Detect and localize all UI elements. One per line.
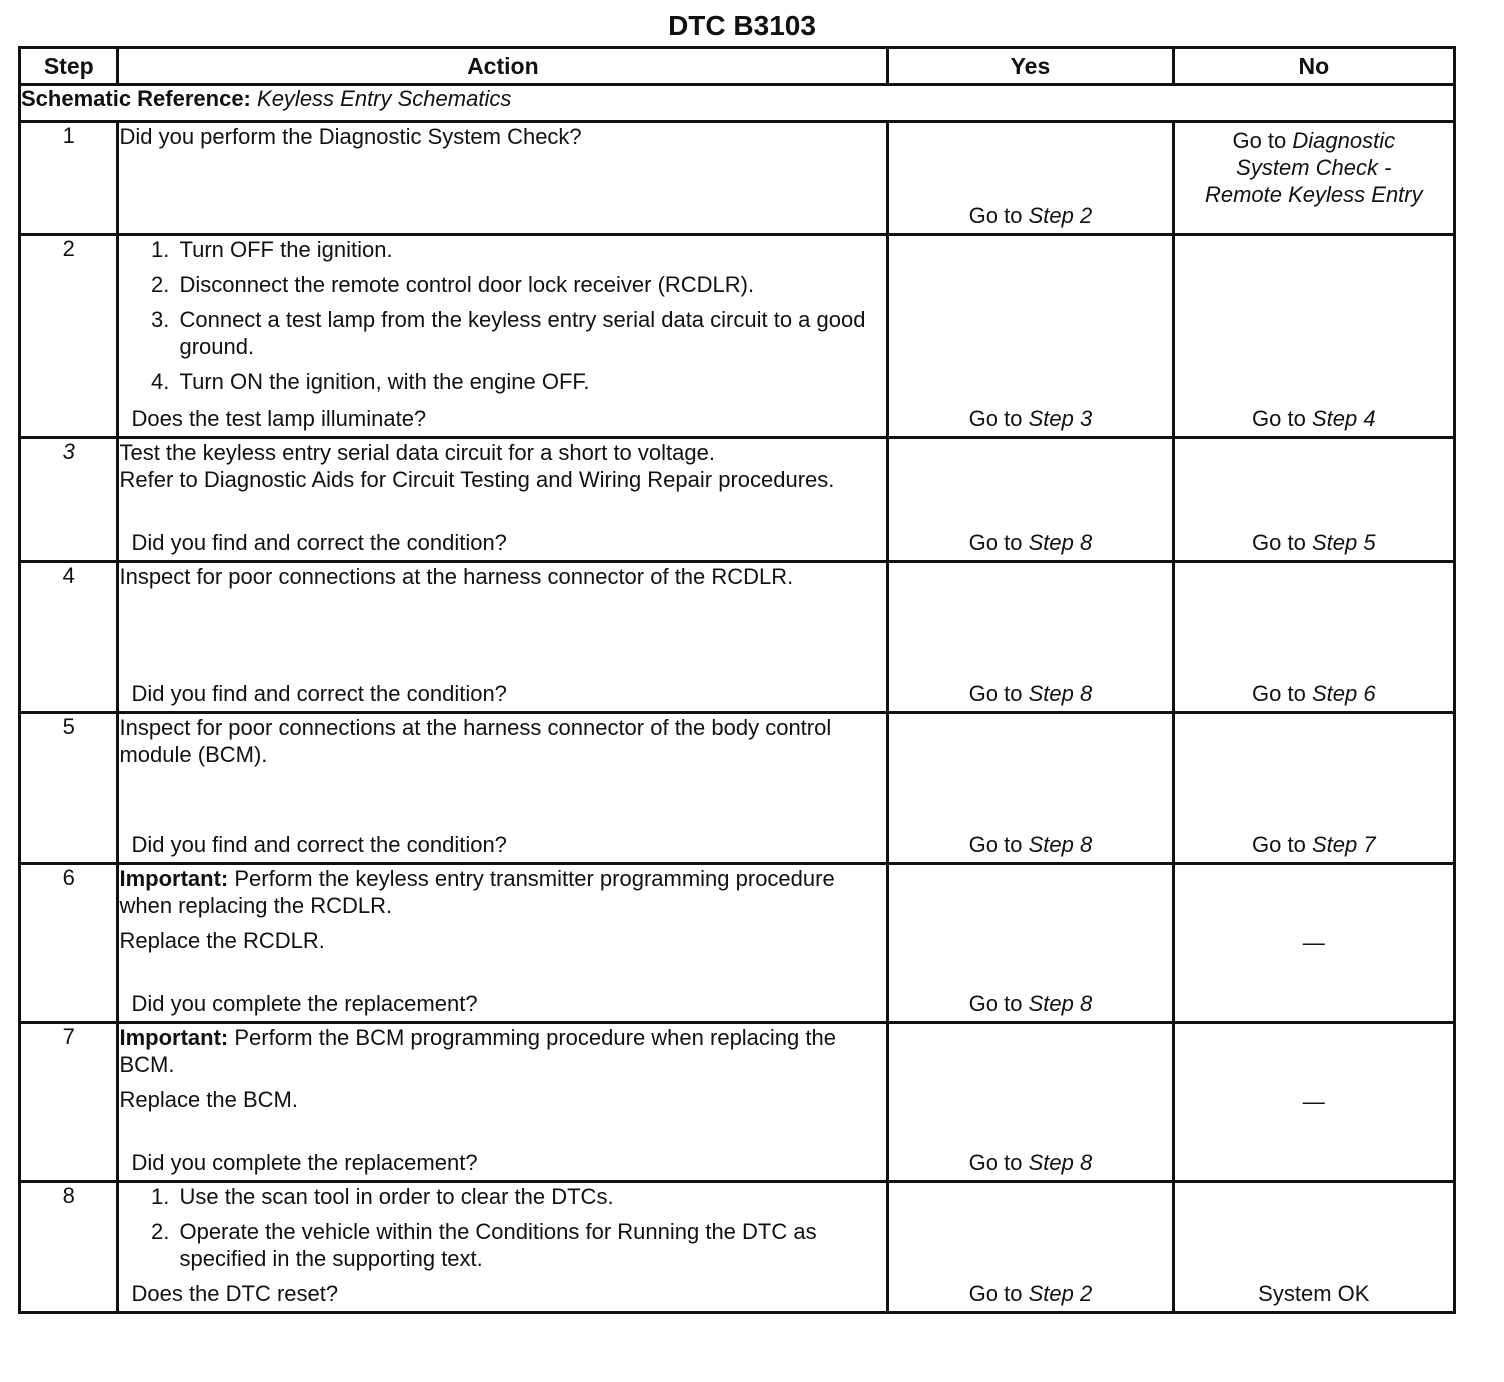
table-row-step-4	[20, 562, 1455, 713]
goto-label: Go to	[1252, 681, 1306, 706]
action-question: Does the DTC reset?	[131, 1281, 339, 1306]
list-item: 3. Connect a test lamp from the keyless entry serial data circuit to a good ground.	[175, 306, 886, 360]
no-cell	[1173, 235, 1454, 438]
step-link[interactable]: Step 8	[1028, 991, 1093, 1016]
table-row-step-6	[20, 864, 1455, 1023]
step-link[interactable]: Step 2	[1028, 1281, 1093, 1306]
header-action: Action	[118, 48, 888, 85]
action-cell	[118, 235, 888, 438]
no-goto[interactable]	[1175, 530, 1453, 556]
important-label: Important:	[119, 866, 229, 891]
step-link[interactable]: Step 8	[1028, 832, 1093, 857]
action-cell	[118, 864, 888, 1023]
schematic-reference	[20, 85, 1455, 122]
step-number: 8	[20, 1182, 118, 1313]
action-cell	[118, 438, 888, 562]
action-cell	[118, 562, 888, 713]
step-link[interactable]: Step 8	[1028, 1150, 1093, 1175]
diagnostic-link[interactable]: Diagnostic	[1292, 128, 1396, 153]
header-row	[20, 48, 1455, 85]
action-question: Did you find and correct the condition?	[131, 832, 507, 857]
yes-goto[interactable]	[889, 991, 1171, 1017]
action-text: Replace the RCDLR.	[119, 928, 325, 953]
no-goto[interactable]	[1175, 406, 1453, 432]
action-cell	[118, 122, 888, 235]
list-item: 2. Disconnect the remote control door lock receiver (RCDLR).	[175, 271, 886, 298]
step-link[interactable]: Step 6	[1311, 681, 1376, 706]
step-number: 3	[20, 438, 118, 562]
list-item: 1. Use the scan tool in order to clear the DTCs.	[175, 1183, 886, 1210]
table-row-step-2	[20, 235, 1455, 438]
no-cell	[1173, 864, 1454, 1023]
step-link[interactable]: Step 8	[1028, 681, 1093, 706]
table-row-step-5	[20, 713, 1455, 864]
goto-label: Go to	[968, 681, 1023, 706]
step-number: 7	[20, 1023, 118, 1182]
list-item: 1. Turn OFF the ignition.	[175, 236, 886, 263]
goto-label: Go to	[968, 991, 1023, 1016]
yes-cell	[888, 235, 1173, 438]
no-cell	[1173, 438, 1454, 562]
table-row-step-7	[20, 1023, 1455, 1182]
goto-label: Go to	[968, 1281, 1023, 1306]
yes-cell	[888, 562, 1173, 713]
no-cell	[1173, 713, 1454, 864]
yes-cell	[888, 713, 1173, 864]
yes-cell	[888, 438, 1173, 562]
yes-goto[interactable]	[889, 832, 1171, 858]
action-text-reference: Refer to Diagnostic Aids for Circuit Testing and Wiring Repair procedures.	[119, 467, 835, 492]
important-text: Perform the BCM programming procedure when replacing the BCM.	[119, 1025, 836, 1077]
action-steps-list	[119, 1183, 886, 1272]
action-text: Test the keyless entry serial data circuit for a short to voltage.	[119, 440, 715, 465]
action-text: Inspect for poor connections at the harness connector of the body control module (BCM).	[119, 715, 832, 767]
table-row-step-3	[20, 438, 1455, 562]
action-question: Did you complete the replacement?	[131, 991, 478, 1016]
important-note	[119, 865, 886, 919]
goto-label: Go to	[968, 406, 1023, 431]
dtc-table	[18, 46, 1456, 1314]
no-dash: —	[1302, 1089, 1325, 1114]
yes-goto[interactable]	[889, 203, 1171, 229]
schematic-reference-link[interactable]: Keyless Entry Schematics	[257, 86, 512, 111]
step-link[interactable]: Step 2	[1028, 203, 1093, 228]
action-question: Did you find and correct the condition?	[131, 530, 507, 555]
step-link[interactable]: Step 5	[1311, 530, 1376, 555]
table-row-step-8	[20, 1182, 1455, 1313]
diagnostic-link[interactable]: Remote Keyless Entry	[1204, 182, 1423, 207]
action-question: Did you perform the Diagnostic System Check?	[119, 124, 582, 149]
action-text: Inspect for poor connections at the harness connector of the RCDLR.	[119, 564, 794, 589]
schematic-reference-row	[20, 85, 1455, 122]
goto-label: Go to	[1232, 128, 1287, 153]
step-link[interactable]: Step 4	[1311, 406, 1376, 431]
action-cell	[118, 1023, 888, 1182]
yes-cell	[888, 122, 1173, 235]
goto-label: Go to	[968, 1150, 1023, 1175]
step-number: 1	[20, 122, 118, 235]
goto-label: Go to	[1252, 406, 1306, 431]
list-item: 4. Turn ON the ignition, with the engine OFF.	[175, 368, 886, 395]
yes-cell	[888, 1182, 1173, 1313]
no-goto[interactable]	[1175, 123, 1453, 208]
yes-goto[interactable]	[889, 681, 1171, 707]
no-goto[interactable]	[1175, 681, 1453, 707]
action-cell	[118, 1182, 888, 1313]
no-dash: —	[1302, 930, 1325, 955]
important-text: Perform the keyless entry transmitter programming procedure when replacing the RCDLR.	[119, 866, 835, 918]
diagnostic-link[interactable]: System Check -	[1236, 155, 1392, 180]
action-cell	[118, 713, 888, 864]
action-text: Replace the BCM.	[119, 1087, 298, 1112]
header-yes: Yes	[888, 48, 1173, 85]
no-cell	[1173, 1023, 1454, 1182]
yes-goto[interactable]	[889, 530, 1171, 556]
action-question: Does the test lamp illuminate?	[131, 406, 427, 431]
yes-goto[interactable]	[889, 1150, 1171, 1176]
system-ok: System OK	[1258, 1281, 1370, 1306]
step-link[interactable]: Step 3	[1028, 406, 1093, 431]
goto-label: Go to	[968, 530, 1023, 555]
no-cell	[1173, 562, 1454, 713]
no-goto[interactable]	[1175, 832, 1453, 858]
step-number: 2	[20, 235, 118, 438]
table-row-step-1	[20, 122, 1455, 235]
action-question: Did you complete the replacement?	[131, 1150, 478, 1175]
goto-label: Go to	[968, 832, 1023, 857]
yes-cell	[888, 864, 1173, 1023]
important-note	[119, 1024, 886, 1078]
yes-cell	[888, 1023, 1173, 1182]
goto-label: Go to	[1252, 832, 1306, 857]
no-cell	[1173, 1182, 1454, 1313]
goto-label: Go to	[968, 203, 1023, 228]
step-link[interactable]: Step 7	[1311, 832, 1376, 857]
yes-goto[interactable]	[889, 1281, 1171, 1307]
action-question: Did you find and correct the condition?	[131, 681, 507, 706]
important-label: Important:	[119, 1025, 229, 1050]
step-number: 6	[20, 864, 118, 1023]
step-link[interactable]: Step 8	[1028, 530, 1093, 555]
step-number: 4	[20, 562, 118, 713]
schematic-reference-label: Schematic Reference:	[21, 86, 251, 111]
header-step: Step	[20, 48, 118, 85]
header-no: No	[1173, 48, 1454, 85]
page-title: DTC B3103	[668, 10, 816, 41]
list-item: 2. Operate the vehicle within the Conditions for Running the DTC as specified in the supporting text.	[175, 1218, 886, 1272]
yes-goto[interactable]	[889, 406, 1171, 432]
goto-label: Go to	[1252, 530, 1306, 555]
step-number: 5	[20, 713, 118, 864]
action-steps-list	[119, 236, 886, 395]
no-cell	[1173, 122, 1454, 235]
